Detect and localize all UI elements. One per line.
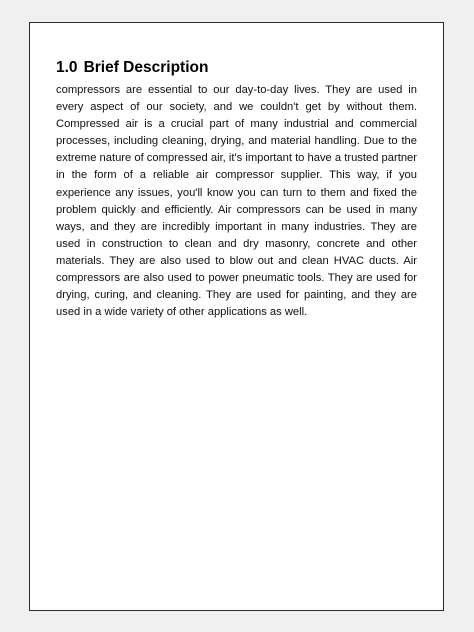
document-page: [29, 22, 444, 611]
section-title: Brief Description: [83, 59, 209, 76]
section-number: 1.0: [56, 59, 78, 76]
section-paragraph: compressors are essential to our day-to-day lives. They are used in every aspect of our society, and we couldn't get by without them. Compressed air is a crucial part of many industrial and commercial processes, including cleaning, drying, and material handling. Due to the extreme nature of compressed air, it's important to have a trusted partner in the form of a reliable air compressor supplier. This way, if you experience any issues, you'll know you can turn to them and fixed the problem quickly and efficiently. Air compressors can be used in many ways, and they are incredibly important in many industries. They are used in construction to clean and dry masonry, concrete and other materials. They are also used to blow out and clean HVAC ducts. Air compressors are also used to power pneumatic tools. They are used for drying, curing, and cleaning. They are used for painting, and they are used in a wide variety of other applications as well.: [56, 84, 417, 319]
section-heading: [56, 59, 208, 77]
